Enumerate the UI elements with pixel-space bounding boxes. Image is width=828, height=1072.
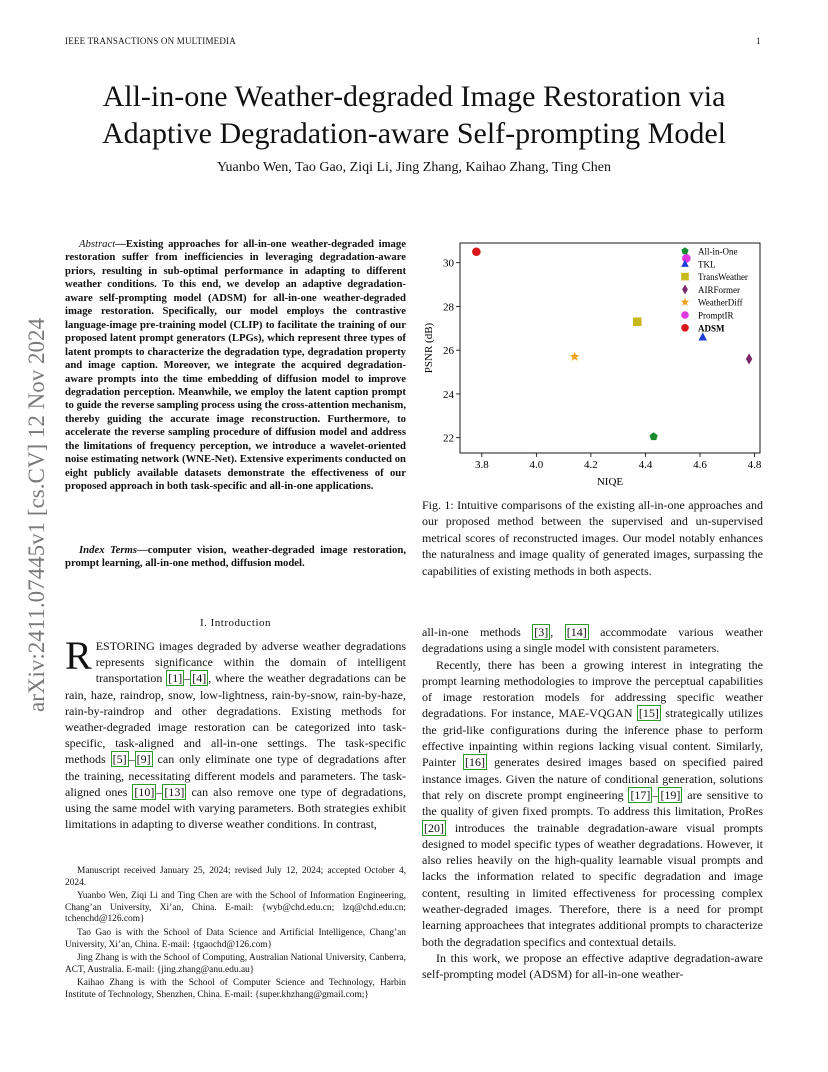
journal-header: IEEE TRANSACTIONS ON MULTIMEDIA (65, 36, 236, 46)
x-tick-label: 4.0 (529, 459, 544, 471)
citation-link[interactable]: [3] (534, 625, 549, 639)
section-heading: I. Introduction (199, 617, 272, 629)
footnotes (65, 866, 406, 1004)
body-text: strategically utilizes the grid-like configurations during the inference phase to perform effective inpainting within regions lacking visual content. Similarly, Painter (422, 706, 763, 770)
citation-link[interactable]: [15] (638, 706, 659, 721)
intro-text: can only eliminate one type of degradations after the training, necessitating different models and parameters. The task-aligned ones (65, 752, 406, 799)
paragraph: In this work, we propose an effective adaptive degradation-aware self-prompting model (ADSM) for all-in-one weather- (422, 950, 763, 982)
y-tick-label: 28 (443, 301, 454, 314)
intro-text: can also remove one type of degradations, using the same model with varying parameters. Both strategies exhibit limitations in adapting to diverse weather conditions. In contrast, (65, 784, 406, 832)
index-terms-text: —computer vision, weather-degraded image restoration, prompt learning, all-in-one method, diffusion model. (65, 544, 406, 570)
right-column-body (422, 624, 763, 983)
y-tick-label: 26 (443, 345, 454, 358)
index-terms (65, 544, 406, 571)
intro-text: – (156, 784, 163, 799)
y-tick-label: 24 (443, 388, 454, 401)
body-text: , (550, 625, 565, 639)
citation-link[interactable]: [4] (192, 671, 207, 686)
body-text: Recently, there has been a growing interest in integrating the prompt learning methodologies to improve the perceptual capabilities of image restoration models for addressing specific weather degradations. For instance, MAE-VQGAN (422, 657, 763, 721)
intro-text: images degraded by adverse weather degradations represents significance within the domain of intelligent transportation (95, 639, 406, 686)
footnote: Jing Zhang is with the School of Computing, Australian National University, Canberra, ACT, Australia. E-mail: {jing.zhang@anu.edu.au} (65, 953, 406, 975)
citation-link[interactable]: [13] (164, 784, 185, 799)
figure-1-chart (422, 238, 770, 488)
legend-weatherdiff-label: WeatherDiff (698, 297, 743, 308)
citation-link[interactable]: [14] (566, 625, 587, 639)
data-point-transweather (633, 317, 642, 326)
footnote: Kaihao Zhang is with the School of Computer Science and Technology, Harbin Institute of Technology, Shenzhen, China. E-mail: {super.khzhang@gmail.com;} (65, 978, 406, 1000)
scatter-plot (422, 238, 770, 488)
body-text: – (652, 787, 659, 802)
x-tick-label: 4.8 (747, 459, 762, 471)
x-tick-label: 3.8 (474, 459, 489, 471)
y-tick-label: 22 (443, 432, 454, 445)
author-list: Yuanbo Wen, Tao Gao, Ziqi Li, Jing Zhang, Kaihao Zhang, Ting Chen (216, 160, 611, 175)
intro-text: – (184, 671, 191, 686)
y-axis-label: PSNR (dB) (423, 322, 435, 374)
citation-link[interactable]: [16] (465, 755, 486, 770)
body-text: are sensitive to the quality of given fixed prompts. To address this limitation, ProRes (422, 787, 763, 819)
abstract (65, 238, 406, 494)
page-number: 1 (756, 36, 761, 46)
figure-caption: Fig. 1: Intuitive comparisons of the existing all-in-one approaches and our proposed method between the supervised and un-supervised metrical scores of reconstructed images. Our model notably enhances the naturalness and image quality of generated images, surpassing the capabilities of existing methods in both aspects. (422, 498, 763, 578)
footnote: Yuanbo Wen, Ziqi Li and Ting Chen are with the School of Information Engineering, Chang’an University, Xi’an, China. E-mail: {wyb@chd.edu.cn; lzq@chd.edu.cn; tchenchd@126.com} (65, 891, 406, 925)
data-point-promptir (682, 254, 691, 263)
introduction-paragraph (65, 633, 406, 832)
index-terms-label: Index Terms (79, 544, 138, 556)
x-tick-label: 4.6 (693, 459, 707, 471)
citation-link[interactable]: [5] (112, 752, 127, 767)
body-text: generates desired images based on specified paired instance images. Given the nature of conditional generation, solutions that rely on discrete prompt engineering (422, 755, 763, 802)
legend-promptir-label: PromptIR (698, 310, 734, 321)
legend-adsm-marker (681, 324, 689, 332)
intro-text: – (128, 752, 135, 767)
paper-title (40, 78, 788, 152)
paragraph (422, 624, 763, 657)
legend-transweather-marker (681, 273, 689, 281)
abstract-text: —Existing approaches for all-in-one weather-degraded image restoration suffer from inefficiencies in leveraging degradation-aware priors, resulting in sub-optimal performance in adapting to different weather conditions. To this end, we develop an adaptive degradation-aware self-prompting model (ADSM) for all-in-one weather-degraded image restoration. Specifically, our model employs the contrastive language-image pre-training model (CLIP) to facilitate the training of our proposed latent prompt generators (LPGs), which represent three types of latent prompts to characterize the degradation type, degradation property and image caption. Moreover, we integrate the acquired degradation-aware prompts into the time embedding of diffusion model to improve degradation perception. Meanwhile, we employ the latent caption prompt to guide the reverse sampling process using the cross-attention mechanism, thereby guiding the accurate image reconstruction. Furthermore, to accelerate the reverse sampling procedure of diffusion model and address the limitations of frequency perception, we introduce a wavelet-oriented noise estimating network (WNE-Net). Extensive experiments conducted on eight publicly available datasets demonstrate the effectiveness of our proposed approach in both task-specific and all-in-one applications. (65, 238, 406, 493)
x-axis-label: NIQE (596, 476, 624, 488)
arxiv-sidebar (24, 280, 50, 750)
legend-airformer-label: AIRFormer (698, 284, 740, 295)
y-tick-label: 30 (443, 257, 454, 270)
legend-transweather-label: TransWeather (698, 272, 748, 283)
citation-link[interactable]: [1] (168, 671, 183, 686)
body-text: all-in-one methods (422, 625, 533, 639)
x-tick-label: 4.4 (638, 459, 653, 471)
citation-link[interactable]: [10] (134, 784, 155, 799)
abstract-label: Abstract (79, 238, 116, 250)
legend-tkl-label: TKL (698, 259, 716, 270)
citation-link[interactable]: [9] (136, 752, 151, 767)
citation-link[interactable]: [19] (660, 787, 681, 802)
body-text: introduces the trainable degradation-aware visual prompts designed to model specific types of weather degradations. However, it also relies heavily on the high-quality learnable visual prompts and lacks the information related to specific degradation and image content, resulting in limited effectiveness for processing complex weather-degraded images. Therefore, there is a need for prompt learning approachees that integrates additional prompts to characterize both the degradation specifics and contextual details. (422, 820, 763, 949)
paragraph (422, 657, 763, 950)
title-line-1: All-in-one Weather-degraded Image Restoration via (102, 80, 726, 113)
citation-link[interactable]: [17] (630, 787, 651, 802)
arxiv-identifier: arXiv:2411.07445v1 [cs.CV] 12 Nov 2024 (24, 318, 49, 712)
intro-text: , where the weather degradations can be rain, haze, raindrop, snow, low-lightness, rain-by-snow, rain-by-haze, rain-by-raindrop and other degradations. Existing methods for weather-degraded image restoration can be categorized into task-specific, task-aligned and all-in-one settings. The task-specific methods (65, 671, 406, 767)
legend-adsm-label: ADSM (698, 323, 725, 334)
intro-first-word: ESTORING (95, 639, 155, 653)
data-point-adsm (472, 247, 481, 256)
footnote: Manuscript received January 25, 2024; revised July 12, 2024; accepted October 4, 2024. (65, 866, 406, 888)
x-tick-label: 4.2 (584, 459, 598, 471)
legend-all-in-one-label: All-in-One (698, 246, 738, 257)
footnote: Tao Gao is with the School of Data Science and Artificial Intelligence, Chang’an University, Xi’an, China. E-mail: {tgaochd@126.com} (65, 927, 406, 950)
title-line-2: Adaptive Degradation-aware Self-prompting Model (102, 117, 726, 150)
drop-cap: R (65, 633, 92, 678)
body-text: accommodate various weather degradations using a single model with consistent parameters. (422, 625, 764, 656)
legend-promptir-marker (681, 311, 689, 319)
citation-link[interactable]: [20] (424, 820, 444, 835)
